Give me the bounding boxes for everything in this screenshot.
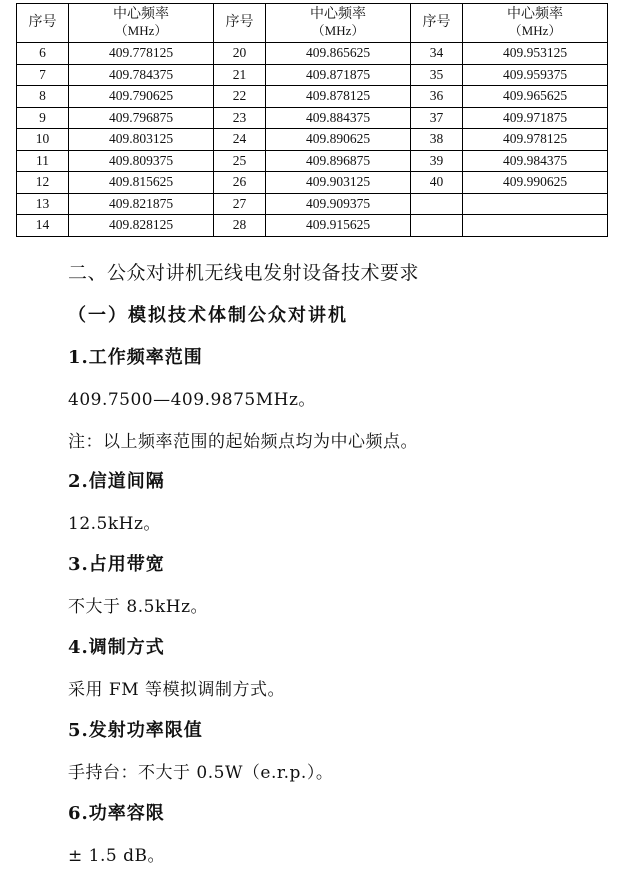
modulation-value: 采用 FM 等模拟调制方式。 <box>68 680 286 700</box>
table-row <box>17 64 608 86</box>
center-frequency-cell: 409.978125 <box>463 129 608 151</box>
header-index: 序号 <box>411 4 463 43</box>
channel-index-cell: 25 <box>214 150 266 172</box>
power-tolerance-value: ± 1.5 dB。 <box>68 846 165 866</box>
channel-index-cell: 21 <box>214 64 266 86</box>
channel-index-cell: 20 <box>214 43 266 65</box>
header-frequency-unit: （MHz） <box>508 23 562 38</box>
center-frequency-cell: 409.803125 <box>69 129 214 151</box>
channel-index-cell: 26 <box>214 172 266 194</box>
center-frequency-cell: 409.903125 <box>266 172 411 194</box>
center-frequency-cell: 409.878125 <box>266 86 411 108</box>
table-row <box>17 107 608 129</box>
center-frequency-cell: 409.890625 <box>266 129 411 151</box>
item-heading-channel-spacing: 2.信道间隔 <box>68 471 165 492</box>
channel-index-cell: 9 <box>17 107 69 129</box>
channel-index-cell: 11 <box>17 150 69 172</box>
header-frequency-label: 中心频率 <box>507 7 563 22</box>
channel-index-cell: 37 <box>411 107 463 129</box>
occupied-bandwidth-value: 不大于 8.5kHz。 <box>68 597 209 617</box>
header-frequency-unit: （MHz） <box>311 23 365 38</box>
table-row <box>17 86 608 108</box>
center-frequency-cell: 409.865625 <box>266 43 411 65</box>
item-heading-frequency-range: 1.工作频率范围 <box>68 347 203 368</box>
header-index: 序号 <box>17 4 69 43</box>
channel-index-cell: 6 <box>17 43 69 65</box>
channel-index-cell: 28 <box>214 215 266 237</box>
center-frequency-cell: 409.990625 <box>463 172 608 194</box>
table-row <box>17 193 608 215</box>
channel-frequency-table <box>16 3 608 237</box>
channel-spacing-value: 12.5kHz。 <box>68 514 161 534</box>
channel-index-cell: 14 <box>17 215 69 237</box>
header-frequency <box>266 4 411 43</box>
channel-index-cell: 27 <box>214 193 266 215</box>
channel-index-cell: 35 <box>411 64 463 86</box>
center-frequency-cell: 409.909375 <box>266 193 411 215</box>
center-frequency-cell: 409.809375 <box>69 150 214 172</box>
center-frequency-cell: 409.896875 <box>266 150 411 172</box>
center-frequency-cell: 409.815625 <box>69 172 214 194</box>
channel-index-cell: 13 <box>17 193 69 215</box>
item-heading-occupied-bandwidth: 3.占用带宽 <box>68 554 165 575</box>
center-frequency-cell: 409.971875 <box>463 107 608 129</box>
table-row <box>17 43 608 65</box>
channel-index-cell: 23 <box>214 107 266 129</box>
channel-index-cell: 10 <box>17 129 69 151</box>
table-row <box>17 172 608 194</box>
channel-index-cell: 40 <box>411 172 463 194</box>
header-index: 序号 <box>214 4 266 43</box>
channel-index-cell: 7 <box>17 64 69 86</box>
center-frequency-cell: 409.790625 <box>69 86 214 108</box>
center-frequency-cell: 409.959375 <box>463 64 608 86</box>
table-row <box>17 150 608 172</box>
header-frequency-unit: （MHz） <box>114 23 168 38</box>
center-frequency-cell: 409.953125 <box>463 43 608 65</box>
table-header-row <box>17 4 608 43</box>
channel-index-cell: 12 <box>17 172 69 194</box>
header-frequency-label: 中心频率 <box>310 7 366 22</box>
center-frequency-cell: 409.784375 <box>69 64 214 86</box>
center-frequency-cell: 409.778125 <box>69 43 214 65</box>
channel-index-cell: 24 <box>214 129 266 151</box>
header-frequency-label: 中心频率 <box>113 7 169 22</box>
center-frequency-cell <box>463 215 608 237</box>
center-frequency-cell: 409.828125 <box>69 215 214 237</box>
channel-index-cell: 8 <box>17 86 69 108</box>
center-frequency-cell: 409.871875 <box>266 64 411 86</box>
channel-index-cell: 38 <box>411 129 463 151</box>
power-limit-value: 手持台：不大于 0.5W（e.r.p.）。 <box>68 763 334 783</box>
center-frequency-cell: 409.965625 <box>463 86 608 108</box>
channel-index-cell <box>411 215 463 237</box>
center-frequency-cell: 409.915625 <box>266 215 411 237</box>
item-heading-power-tolerance: 6.功率容限 <box>68 803 165 824</box>
frequency-range-value: 409.7500—409.9875MHz。 <box>68 390 316 410</box>
subsection-title: （一）模拟技术体制公众对讲机 <box>68 305 348 326</box>
center-frequency-cell: 409.884375 <box>266 107 411 129</box>
section-title: 二、公众对讲机无线电发射设备技术要求 <box>68 262 420 284</box>
channel-index-cell <box>411 193 463 215</box>
header-frequency <box>69 4 214 43</box>
header-frequency <box>463 4 608 43</box>
center-frequency-cell: 409.821875 <box>69 193 214 215</box>
item-heading-power-limit: 5.发射功率限值 <box>68 720 203 741</box>
center-frequency-cell: 409.796875 <box>69 107 214 129</box>
channel-index-cell: 36 <box>411 86 463 108</box>
frequency-range-note: 注：以上频率范围的起始频点均为中心频点。 <box>68 432 418 452</box>
channel-index-cell: 22 <box>214 86 266 108</box>
channel-index-cell: 39 <box>411 150 463 172</box>
table-row <box>17 215 608 237</box>
table-row <box>17 129 608 151</box>
center-frequency-cell <box>463 193 608 215</box>
center-frequency-cell: 409.984375 <box>463 150 608 172</box>
channel-index-cell: 34 <box>411 43 463 65</box>
item-heading-modulation: 4.调制方式 <box>68 637 165 658</box>
